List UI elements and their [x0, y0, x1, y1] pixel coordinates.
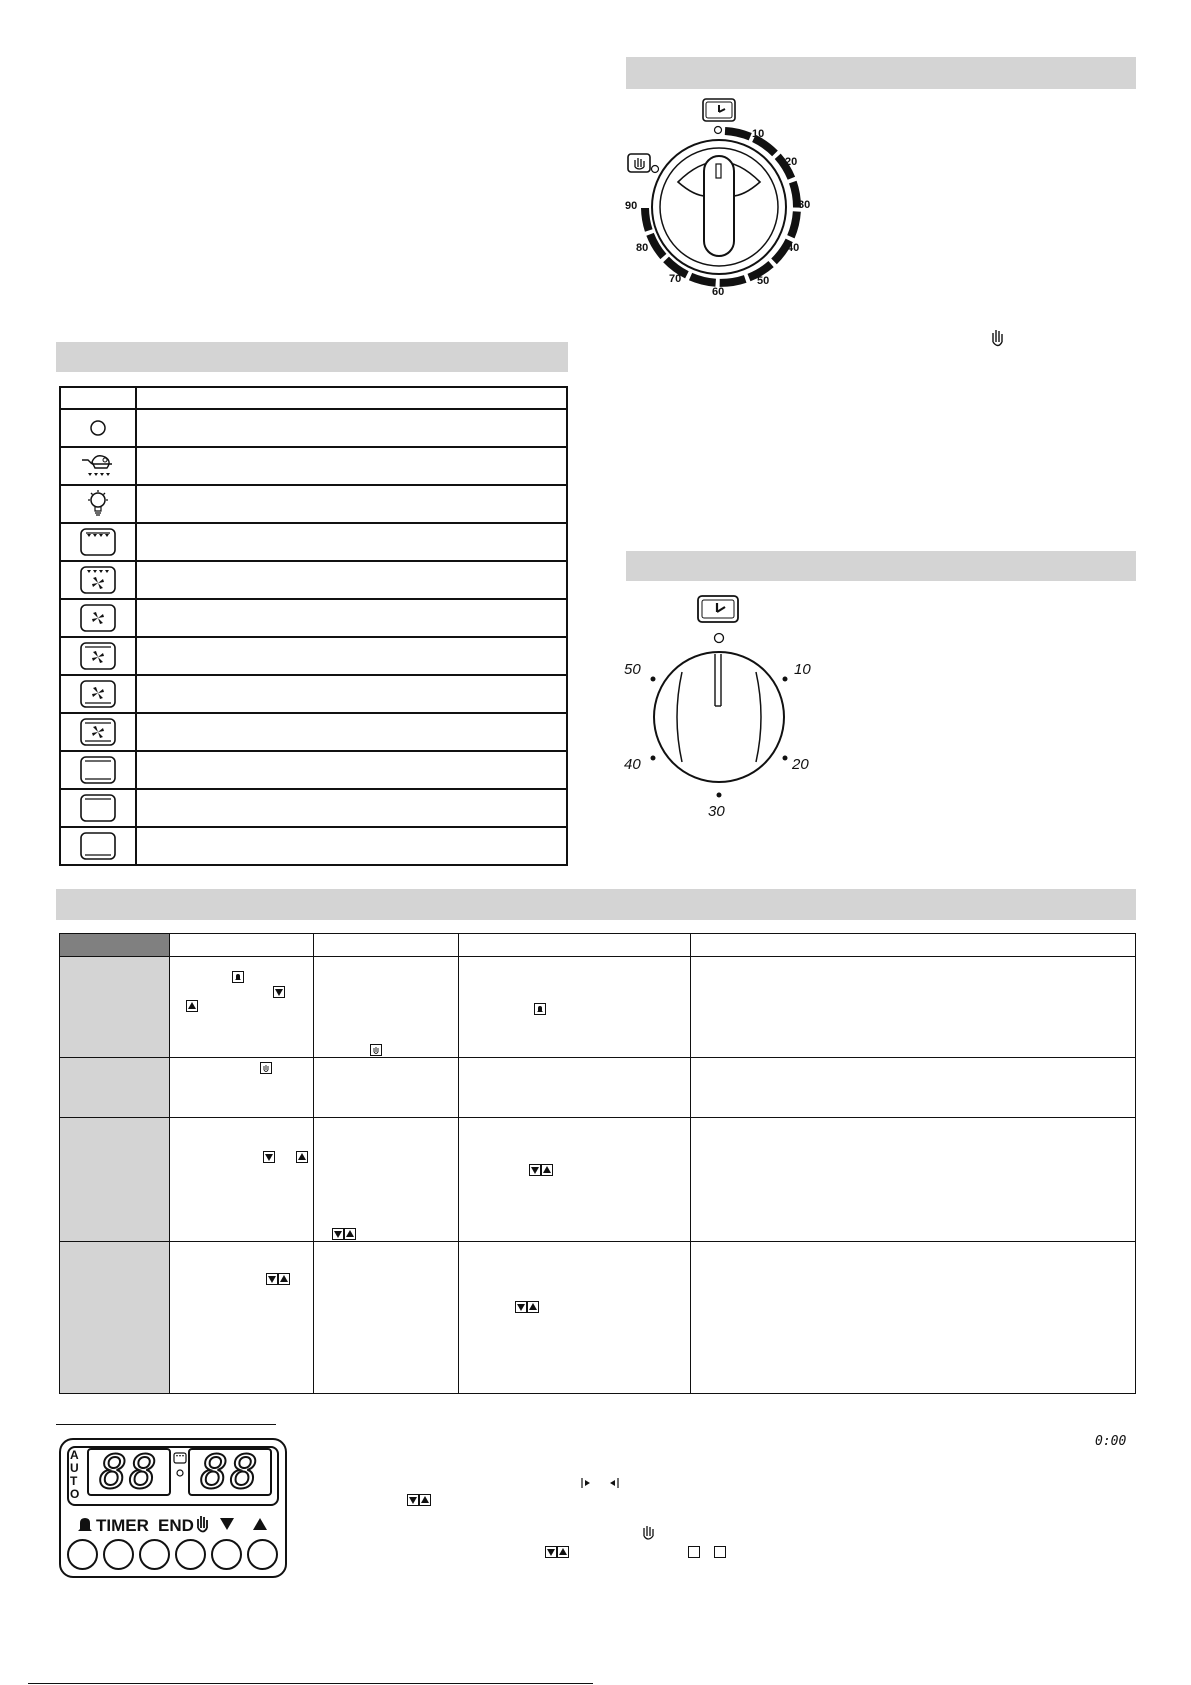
bell-key-icon	[232, 971, 244, 983]
up-key-icon	[419, 1494, 431, 1506]
section-header-programming	[56, 889, 1136, 920]
up-key-icon	[541, 1164, 553, 1176]
end-button[interactable]	[139, 1539, 170, 1570]
cooking-indicator-icon	[173, 1452, 187, 1482]
minder-scale-40: 40	[624, 756, 641, 773]
top-bottom-heat-icon	[78, 754, 118, 786]
bell-icon	[76, 1516, 94, 1534]
fan-bottom-icon	[78, 678, 118, 710]
up-button[interactable]	[247, 1539, 278, 1570]
blank-key-icon	[714, 1546, 726, 1558]
section-header-minute-minder	[626, 551, 1136, 581]
grill-spit-icon	[78, 450, 118, 482]
manual-button[interactable]	[175, 1539, 206, 1570]
minder-scale-20: 20	[792, 756, 809, 773]
minute-minder-figure	[622, 594, 822, 820]
programming-table	[59, 933, 1136, 1394]
section-header-symbols	[56, 342, 568, 372]
minder-scale-50: 50	[624, 661, 641, 678]
section-rule	[56, 1424, 276, 1425]
down-key-icon	[529, 1164, 541, 1176]
timer-label: TIMER	[96, 1516, 149, 1535]
down-key-icon	[273, 986, 285, 998]
up-key-icon	[344, 1228, 356, 1240]
hand-icon	[990, 328, 1006, 348]
timer-button[interactable]	[103, 1539, 134, 1570]
timer-scale-40: 40	[787, 242, 800, 254]
display-reading: 0:00	[1095, 1434, 1127, 1449]
up-arrow-icon	[252, 1516, 268, 1532]
bottom-heat-icon	[78, 830, 118, 862]
timer-scale-10: 10	[752, 128, 765, 140]
timer-scale-80: 80	[636, 242, 649, 254]
footer-rule	[28, 1683, 593, 1684]
down-arrow-icon	[219, 1516, 235, 1532]
down-key-icon	[263, 1151, 275, 1163]
down-key-icon	[515, 1301, 527, 1313]
down-button[interactable]	[211, 1539, 242, 1570]
hand-icon	[195, 1514, 211, 1534]
down-key-icon	[407, 1494, 419, 1506]
symbols-table	[59, 386, 568, 866]
end-label: END	[158, 1516, 194, 1535]
play-bar-icon	[581, 1477, 593, 1489]
timer-scale-30: 30	[798, 199, 811, 211]
timer-scale-90: 90	[625, 200, 638, 212]
hand-key-icon	[370, 1044, 382, 1056]
up-key-icon	[527, 1301, 539, 1313]
minder-scale-10: 10	[794, 661, 811, 678]
bell-key-icon	[534, 1003, 546, 1015]
control-panel	[59, 1438, 287, 1578]
up-key-icon	[186, 1000, 198, 1012]
fan-grill-icon	[78, 564, 118, 596]
top-heat-icon	[78, 526, 118, 558]
fan-top-bottom-icon	[78, 640, 118, 672]
timer-scale-70: 70	[669, 273, 682, 285]
timer-dial-figure	[624, 96, 824, 306]
clock-icon	[703, 99, 735, 121]
fan-ring-icon	[78, 716, 118, 748]
timer-scale-50: 50	[757, 275, 770, 287]
top-heat-element-icon	[78, 792, 118, 824]
digits-left: 88	[87, 1448, 171, 1496]
down-key-icon	[545, 1546, 557, 1558]
down-key-icon	[332, 1228, 344, 1240]
blank-key-icon	[688, 1546, 700, 1558]
up-key-icon	[296, 1151, 308, 1163]
section-header-timer	[626, 57, 1136, 89]
fan-icon	[78, 602, 118, 634]
hand-key-icon	[260, 1062, 272, 1074]
up-key-icon	[278, 1273, 290, 1285]
bar-play-icon	[607, 1477, 619, 1489]
hand-icon	[642, 1524, 656, 1542]
hand-stop-icon	[628, 154, 650, 172]
up-key-icon	[557, 1546, 569, 1558]
timer-scale-20: 20	[785, 156, 798, 168]
bell-button[interactable]	[67, 1539, 98, 1570]
clock-icon	[698, 596, 738, 622]
digits-right: 88	[188, 1448, 272, 1496]
auto-label: AUTO	[70, 1448, 80, 1501]
oven-lamp-icon	[83, 488, 113, 520]
timer-scale-60: 60	[712, 286, 725, 298]
minder-scale-30: 30	[708, 803, 725, 820]
down-key-icon	[266, 1273, 278, 1285]
off-circle-icon	[83, 413, 113, 443]
